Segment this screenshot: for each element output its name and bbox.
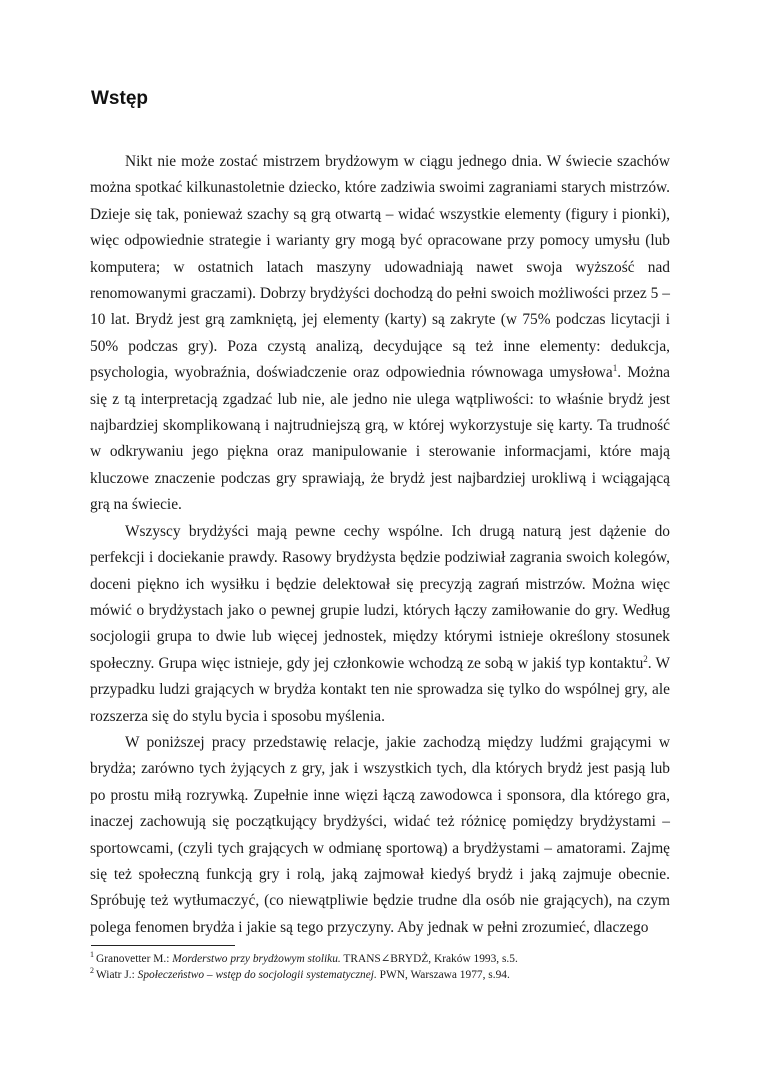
footnote-publication: TRANS∠BRYDŻ, Kraków 1993, s.5.: [340, 953, 518, 965]
body-text: [90, 149, 670, 941]
paragraph-text: Nikt nie może zostać mistrzem brydżowym w ciągu jednego dnia. W świecie szachów można spotkać kilkunastoletnie dziecko, które zadziwia swoimi zagraniami starych mistrzów. Dzieje się tak, ponieważ szachy są grą otwartą – widać wszystkie elementy (figury i pionki), więc odpowiednie strategie i warianty gry mogą być opracowane przy pomocy umysłu (lub komputera; w ostatnich latach maszyny udowadniają nawet swoja wyższość nad renomowanymi graczami). Dobrzy brydżyści dochodzą do pełni swoich możliwości przez 5 – 10 lat. Brydż jest grą zamkniętą, jej elementy (karty) są zakryte (w 75% podczas licytacji i 50% podczas gry). Poza czystą analizą, decydujące są też inne elementy: dedukcja, psychologia, wyobraźnia, doświadczenie oraz odpowiednia równowaga umysłowa: [90, 153, 670, 382]
page-title: Wstęp: [91, 88, 148, 109]
footnote-ref-2: 2: [643, 653, 648, 664]
paragraph-2: [90, 519, 670, 730]
footnote-author: Granovetter M.:: [96, 953, 173, 965]
footnote-number: 1: [90, 950, 94, 960]
footnote-1: [90, 952, 680, 968]
footnote-ref-1: 1: [612, 363, 618, 374]
paragraph-text: W poniższej pracy przedstawię relacje, jakie zachodzą między ludźmi grającymi w brydża; zarówno tych żyjących z gry, jak i wszystkich tych, dla których brydż jest pasją lub po prostu miłą rozrywką. Zupełnie inne więzi łączą zawodowca i sponsora, dla którego gra, inaczej zachowują się początkujący brydżyści, widać też różnicę pomiędzy brydżystami – sportowcami, (czyli tych grających w odmianę sportową) a brydżystami – amatorami. Zajmę się też społeczną funkcją gry i rolą, jaką zajmował kiedyś brydż i jaką zajmuje obecnie. Spróbuję też wytłumaczyć, (co niewątpliwie będzie trudne dla osób nie grających), na czym polega fenomen brydża i jakie są tego przyczyny. Aby jednak w pełni zrozumieć, dlaczego: [90, 733, 670, 936]
footnotes: [90, 952, 680, 983]
paragraph-text-continued: . W przypadku ludzi grających w brydża kontakt ten nie sprowadza się tylko do wspólnej gry, ale rozszerza się do stylu bycia i sposobu myślenia.: [90, 654, 670, 725]
footnote-2: [90, 965, 680, 984]
footnote-separator: [91, 945, 235, 946]
footnote-author: Wiatr J.:: [96, 968, 138, 981]
paragraph-text-continued: . Można się z tą interpretacją zgadzać lub nie, ale jedno nie ulega wątpliwości: to właśnie brydż jest najbardziej skomplikowaną i najtrudniejszą grą, w której wykorzystuje się karty. Ta trudność w odkrywaniu jego piękna oraz manipulowanie i sterowanie informacjami, które mają kluczowe znaczenie podczas gry sprawiają, że brydż jest najbardziej urokliwą i wciągającą grą na świecie.: [90, 364, 671, 514]
paragraph-text: Wszyscy brydżyści mają pewne cechy wspólne. Ich drugą naturą jest dążenie do perfekcji i dociekanie prawdy. Rasowy brydżysta będzie podziwiał zagrania swoich kolegów, doceni piękno ich wysiłku i będzie delektował się precyzją zagrań mistrzów. Można więc mówić o brydżystach jako o pewnej grupie ludzi, których łączy zamiłowanie do gry. Według socjologii grupa to dwie lub więcej jednostek, między którymi istnieje określony stosunek społeczny. Grupa więc istnieje, gdy jej członkowie wchodzą ze sobą w jakiś typ kontaktu: [90, 522, 670, 672]
paragraph-1: [90, 149, 670, 519]
paragraph-3: [90, 730, 670, 941]
footnote-work-title: Morderstwo przy brydżowym stoliku.: [172, 953, 341, 965]
footnote-work-title: Społeczeństwo – wstęp do socjologii systematycznej.: [137, 968, 377, 981]
footnote-publication: PWN, Warszawa 1977, s.94.: [376, 968, 510, 981]
footnote-number: 2: [90, 965, 94, 975]
